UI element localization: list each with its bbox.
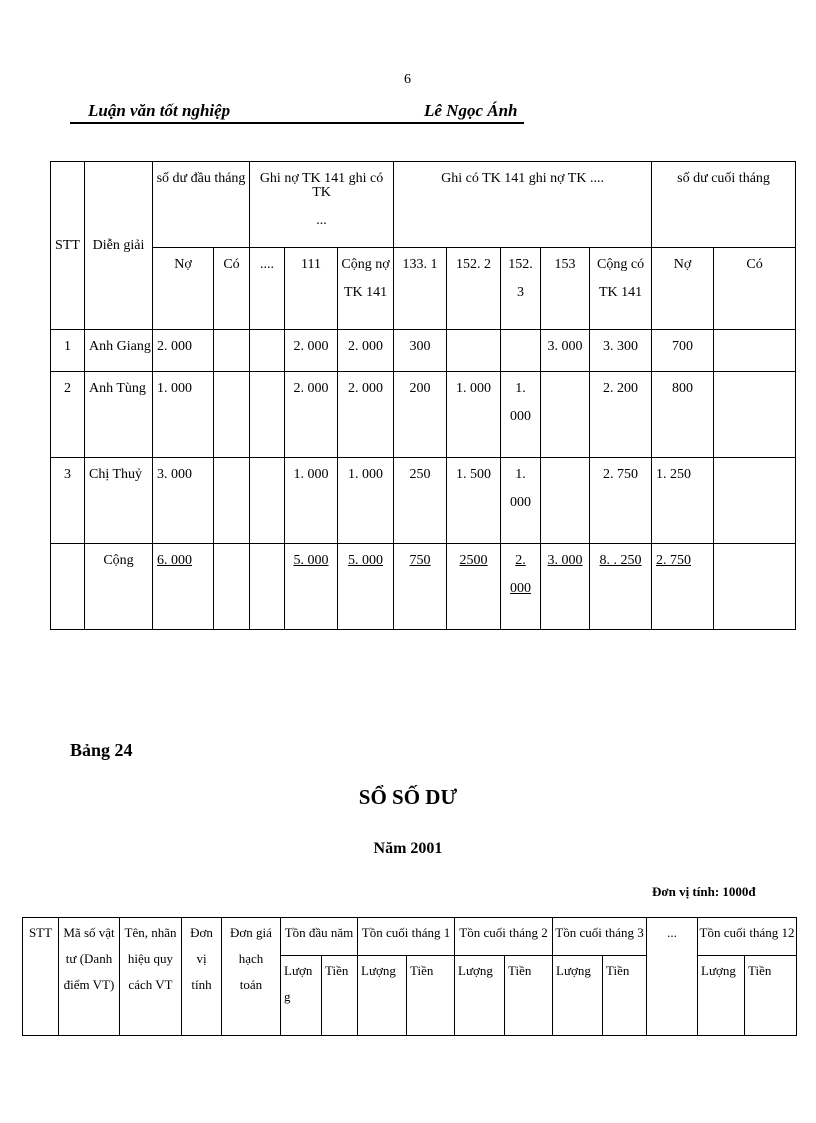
- cell-111: 1. 000: [285, 458, 338, 544]
- cell-133-1: [394, 544, 447, 630]
- don-gia-line2: hạch: [238, 951, 264, 966]
- table-row: [51, 330, 796, 372]
- c1523-line1: 1.: [515, 467, 526, 482]
- cell-cuoi-no: [652, 544, 714, 630]
- luong-line1: Lượn: [284, 963, 313, 978]
- col-stt: STT: [51, 162, 85, 330]
- total-152-3-line2: 000: [510, 581, 532, 596]
- cong-co-line1: Cộng có: [597, 257, 645, 272]
- col-ton-thang-1: Tồn cuối tháng 1: [358, 918, 455, 956]
- cong-no-line2: TK 141: [343, 285, 388, 300]
- cell-dau-co: [214, 544, 250, 630]
- balance-ledger-table: [22, 917, 797, 1036]
- total-cuoi-no: 2. 750: [656, 553, 692, 568]
- cell-153: [541, 544, 590, 630]
- col-ten: [120, 918, 182, 1036]
- cell-dots: [250, 372, 285, 458]
- cell-152-3: [501, 330, 541, 372]
- cell-stt: [51, 544, 85, 630]
- cell-dien-giai: Anh Giang: [85, 330, 153, 372]
- cell-cuoi-co: [714, 372, 796, 458]
- cell-152-2: 1. 000: [447, 372, 501, 458]
- total-133-1: 750: [409, 553, 431, 568]
- col-don-gia: [222, 918, 281, 1036]
- cell-cong-no: 2. 000: [338, 372, 394, 458]
- cell-cong-co: 3. 300: [590, 330, 652, 372]
- sub-153: 153: [541, 248, 590, 330]
- don-gia-line3: toán: [239, 977, 263, 992]
- don-vi-line3: tính: [191, 977, 212, 992]
- sub-cong-no: [338, 248, 394, 330]
- unit-label: Đơn vị tính: 1000đ: [652, 884, 756, 899]
- sub-co: Có: [214, 248, 250, 330]
- total-153: 3. 000: [547, 553, 583, 568]
- don-vi-line1: Đơn: [190, 925, 213, 940]
- cell-dien-giai: Chị Thuỷ: [85, 458, 153, 544]
- cell-dau-no: [153, 544, 214, 630]
- total-152-2: 2500: [459, 553, 488, 568]
- table-row-total: [51, 544, 796, 630]
- ten-line2: hiệu quy: [127, 951, 174, 966]
- total-111: 5. 000: [293, 553, 329, 568]
- ten-line1: Tên, nhãn: [124, 925, 177, 940]
- col-ton-thang-2: Tồn cuối tháng 2: [455, 918, 553, 956]
- col-ton-thang-3: Tồn cuối tháng 3: [553, 918, 647, 956]
- col-ma-so: [59, 918, 120, 1036]
- sub-luong: Lượng: [553, 956, 603, 1036]
- cell-cong-co: [590, 544, 652, 630]
- cell-cuoi-no: 700: [652, 330, 714, 372]
- cell-cong-no: 1. 000: [338, 458, 394, 544]
- cell-stt: 1: [51, 330, 85, 372]
- sub-cuoi-no: Nợ: [652, 248, 714, 330]
- cell-152-3: [501, 458, 541, 544]
- col-so-du-cuoi: số dư cuối tháng: [652, 162, 796, 248]
- sub-111: 111: [285, 248, 338, 330]
- cell-133-1: 300: [394, 330, 447, 372]
- cell-152-3: [501, 372, 541, 458]
- luong-line2: g: [284, 989, 291, 1004]
- cell-cong-no: 2. 000: [338, 330, 394, 372]
- c1523-line2: 000: [510, 409, 532, 424]
- header-author: Lê Ngọc Ánh: [424, 101, 518, 120]
- cell-cong-co: 2. 200: [590, 372, 652, 458]
- cell-dots: [250, 458, 285, 544]
- cell-dau-no: 2. 000: [153, 330, 214, 372]
- sub-luong: Lượng: [455, 956, 505, 1036]
- total-152-3-line1: 2.: [515, 553, 526, 568]
- sub-152-3: [501, 248, 541, 330]
- sub-no: Nợ: [153, 248, 214, 330]
- cell-153: [541, 458, 590, 544]
- cell-111: 2. 000: [285, 372, 338, 458]
- ghi-no-dots: ...: [316, 213, 327, 228]
- cell-cuoi-no: 1. 250: [652, 458, 714, 544]
- sub-tien: Tiền: [407, 956, 455, 1036]
- don-gia-line1: Đơn giá: [230, 925, 272, 940]
- cell-dau-co: [214, 458, 250, 544]
- c1523-line2: 000: [510, 495, 532, 510]
- header-thesis-title: Luận văn tốt nghiệp: [88, 101, 231, 120]
- don-vi-line2: vị: [196, 951, 207, 966]
- sub-133-1: 133. 1: [394, 248, 447, 330]
- col-dots: ...: [647, 918, 698, 1036]
- col-ton-dau-nam: Tồn đầu năm: [281, 918, 358, 956]
- cell-cuoi-co: [714, 458, 796, 544]
- sub-luong: [281, 956, 322, 1036]
- cell-133-1: 250: [394, 458, 447, 544]
- cell-153: [541, 372, 590, 458]
- sub-tien: Tiền: [745, 956, 797, 1036]
- cell-cuoi-co: [714, 330, 796, 372]
- total-cong-co: 8. . 250: [599, 553, 642, 568]
- sub-luong: Lượng: [358, 956, 407, 1036]
- cell-dots: [250, 544, 285, 630]
- cong-co-line2: TK 141: [598, 285, 643, 300]
- sub-dots: ....: [250, 248, 285, 330]
- c1523-line1: 152.: [508, 257, 533, 272]
- cell-dien-giai: Anh Tùng: [85, 372, 153, 458]
- sub-cuoi-co: Có: [714, 248, 796, 330]
- col-ton-thang-12: Tồn cuối tháng 12: [698, 918, 797, 956]
- sub-152-2: 152. 2: [447, 248, 501, 330]
- cell-152-2: 1. 500: [447, 458, 501, 544]
- sub-tien: Tiền: [322, 956, 358, 1036]
- c1523-line2: 3: [517, 285, 525, 300]
- cell-dau-co: [214, 372, 250, 458]
- col-stt: STT: [23, 918, 59, 1036]
- ten-line3: cách VT: [128, 977, 173, 992]
- cell-stt: 3: [51, 458, 85, 544]
- advance-ledger-table: [50, 161, 796, 630]
- cell-152-2: [447, 544, 501, 630]
- ma-so-line2: tư (Danh: [65, 951, 113, 966]
- cell-dau-no: 3. 000: [153, 458, 214, 544]
- sub-cong-co: [590, 248, 652, 330]
- cell-cong-co: 2. 750: [590, 458, 652, 544]
- cell-cuoi-co: [714, 544, 796, 630]
- ghi-no-label: Ghi nợ TK 141 ghi có TK: [259, 171, 384, 200]
- col-dien-giai: Diễn giải: [85, 162, 153, 330]
- cell-152-2: [447, 330, 501, 372]
- page-number: 6: [404, 72, 411, 87]
- cell-dots: [250, 330, 285, 372]
- cell-stt: 2: [51, 372, 85, 458]
- cell-cong-no: [338, 544, 394, 630]
- ledger-year: Năm 2001: [373, 840, 443, 857]
- ma-so-line1: Mã số vật: [63, 925, 115, 940]
- cell-cuoi-no: 800: [652, 372, 714, 458]
- table-row: [51, 458, 796, 544]
- total-cong-no: 5. 000: [348, 553, 384, 568]
- cell-dau-no: 1. 000: [153, 372, 214, 458]
- col-ghi-no: [250, 162, 394, 248]
- table-caption: Bảng 24: [70, 740, 133, 760]
- cell-dau-co: [214, 330, 250, 372]
- ma-so-line3: điểm VT): [63, 977, 115, 992]
- col-ghi-co: Ghi có TK 141 ghi nợ TK ....: [394, 162, 652, 248]
- cong-no-line1: Cộng nợ: [341, 257, 390, 272]
- c1523-line1: 1.: [515, 381, 526, 396]
- cell-152-3: [501, 544, 541, 630]
- ledger-title: SỔ SỐ DƯ: [358, 785, 458, 809]
- sub-tien: Tiền: [603, 956, 647, 1036]
- cell-153: 3. 000: [541, 330, 590, 372]
- col-so-du-dau: số dư đầu tháng: [153, 162, 250, 248]
- cell-dien-giai: Cộng: [85, 544, 153, 630]
- col-don-vi: [182, 918, 222, 1036]
- table-row: [51, 372, 796, 458]
- cell-111: 2. 000: [285, 330, 338, 372]
- total-dau-no: 6. 000: [157, 553, 192, 568]
- sub-luong: Lượng: [698, 956, 745, 1036]
- cell-111: [285, 544, 338, 630]
- cell-133-1: 200: [394, 372, 447, 458]
- header-rule: [70, 122, 524, 124]
- sub-tien: Tiền: [505, 956, 553, 1036]
